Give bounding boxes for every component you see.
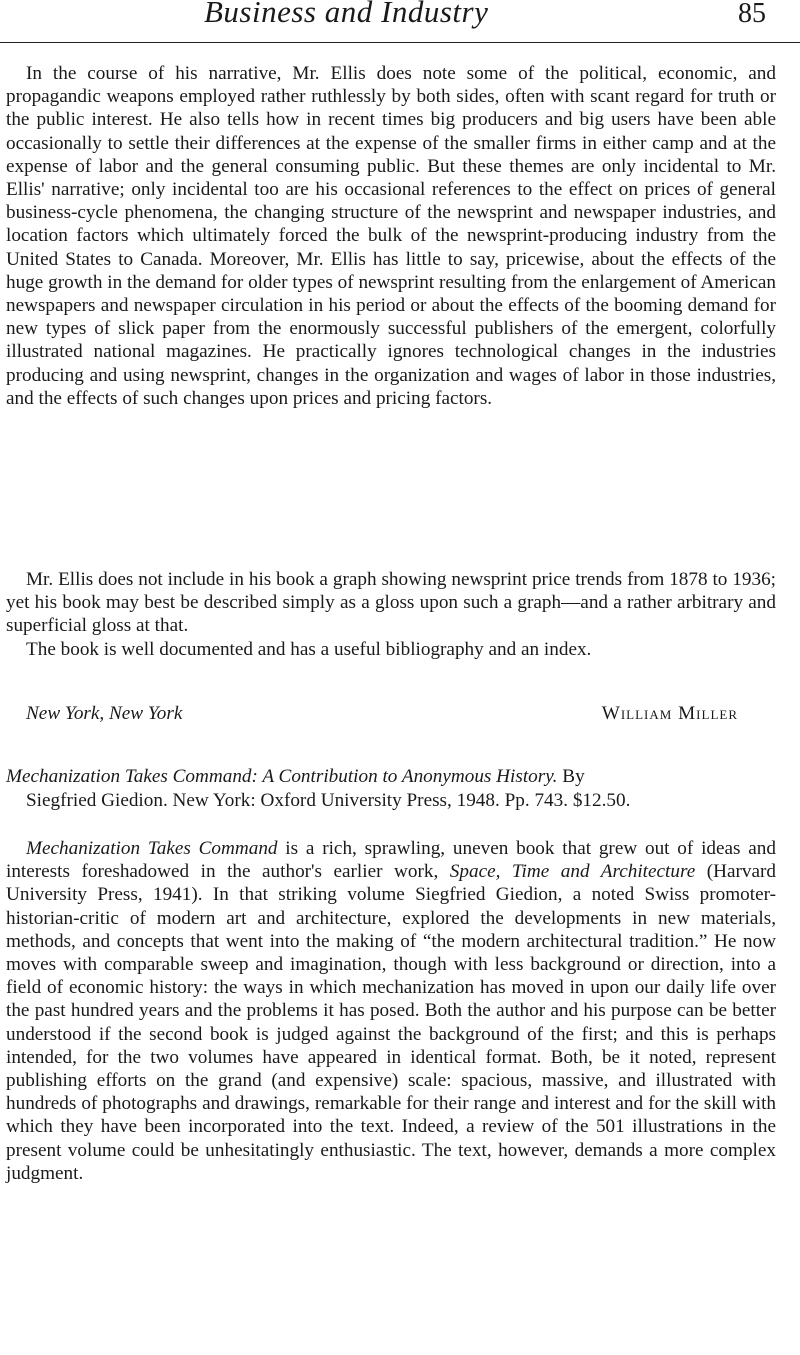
- running-head: [0, 0, 800, 43]
- book-title-ref: Mechanization Takes Command: [26, 838, 278, 859]
- publication-details: Siegfried Giedion. New York: Oxford University Press, 1948. Pp. 743. $12.50.: [26, 790, 631, 811]
- running-title: Business and Industry: [204, 0, 489, 29]
- review-two-body: [6, 837, 776, 1185]
- paragraph: In the course of his narrative, Mr. Ellis does note some of the political, economic, and propagandic weapons employed rather ruthlessly by both sides, often with scant regard for truth or the public interest. He also tells how in recent times big producers and big users have been able occasionally to settle their differences at the expense of the smaller firms in either camp and at the expense of labor and the general consuming public. But these themes are only incidental to Mr. Ellis' narrative; only incidental too are his occasional references to the effect on prices of general business-cycle phenomena, the changing structure of the newsprint and newspaper industries, and location factors which ultimately forced the bulk of the newsprint-producing industry from the United States to Canada. Moreover, Mr. Ellis has little to say, pricewise, about the effects of the huge growth in the demand for older types of newsprint resulting from the enlargement of American newspapers and newspaper circulation in his period or about the effects of the booming demand for new types of slick paper from the enormously successful publishers of the emergent, colorfully illustrated national magazines. He practically ignores technological changes in the industries producing and using newsprint, changes in the organization and wages of labor in those industries, and the effects of such changes upon prices and pricing factors.: [6, 63, 776, 409]
- review-one-conclusion: [6, 568, 776, 661]
- paragraph-text: is a rich, sprawling, uneven book that grew out of ideas and interests foreshadowed in the author's earlier work,: [6, 838, 776, 883]
- paragraph-text: (Harvard University Press, 1941). In that striking volume Siegfried Giedion, a noted Swiss promoter-historian-critic of modern art and architecture, explored the developments in new materials, methods, and concepts that went into the making of “the modern architectural tradition.” He now moves with comparable sweep and imagination, though with less background or direction, into a field of economic history: the ways in which mechanization has moved in upon our daily life over the past hundred years and the problems it has posed. Both the author and his purpose can be better understood if the second book is judged against the background of the first; and this is perhaps intended, for the two volumes have appeared in identical format. Both, be it noted, represent publishing efforts on the grand (and expensive) scale: spacious, massive, and illustrated with hundreds of photographs and drawings, remarkable for their range and interest and for the skill with which they have been incorporated into the text. Indeed, a review of the 501 illustrations in the present volume could be unhesitatingly enthusiastic. The text, however, demands a more complex judgment.: [6, 861, 776, 1184]
- book-title: Mechanization Takes Command: A Contribution to Anonymous History.: [6, 766, 558, 787]
- book-citation: [6, 765, 776, 813]
- paragraph: [6, 837, 776, 1185]
- reviewer-name: William Miller: [601, 703, 738, 724]
- earlier-book-title-ref: Space, Time and Architecture: [449, 861, 696, 883]
- paragraph: Mr. Ellis does not include in his book a graph showing newsprint price trends from 1878 to 1936; yet his book may best be described simply as a gloss upon such a graph—and a rather arbitrary and superficial gloss at that.: [6, 569, 776, 637]
- citation-by: By: [557, 766, 585, 787]
- paragraph: The book is well documented and has a useful bibliography and an index.: [26, 638, 592, 660]
- review-one-body: [6, 62, 776, 410]
- review-signature: [26, 702, 738, 726]
- reviewer-location: New York, New York: [26, 703, 183, 724]
- page-number: 85: [738, 0, 766, 29]
